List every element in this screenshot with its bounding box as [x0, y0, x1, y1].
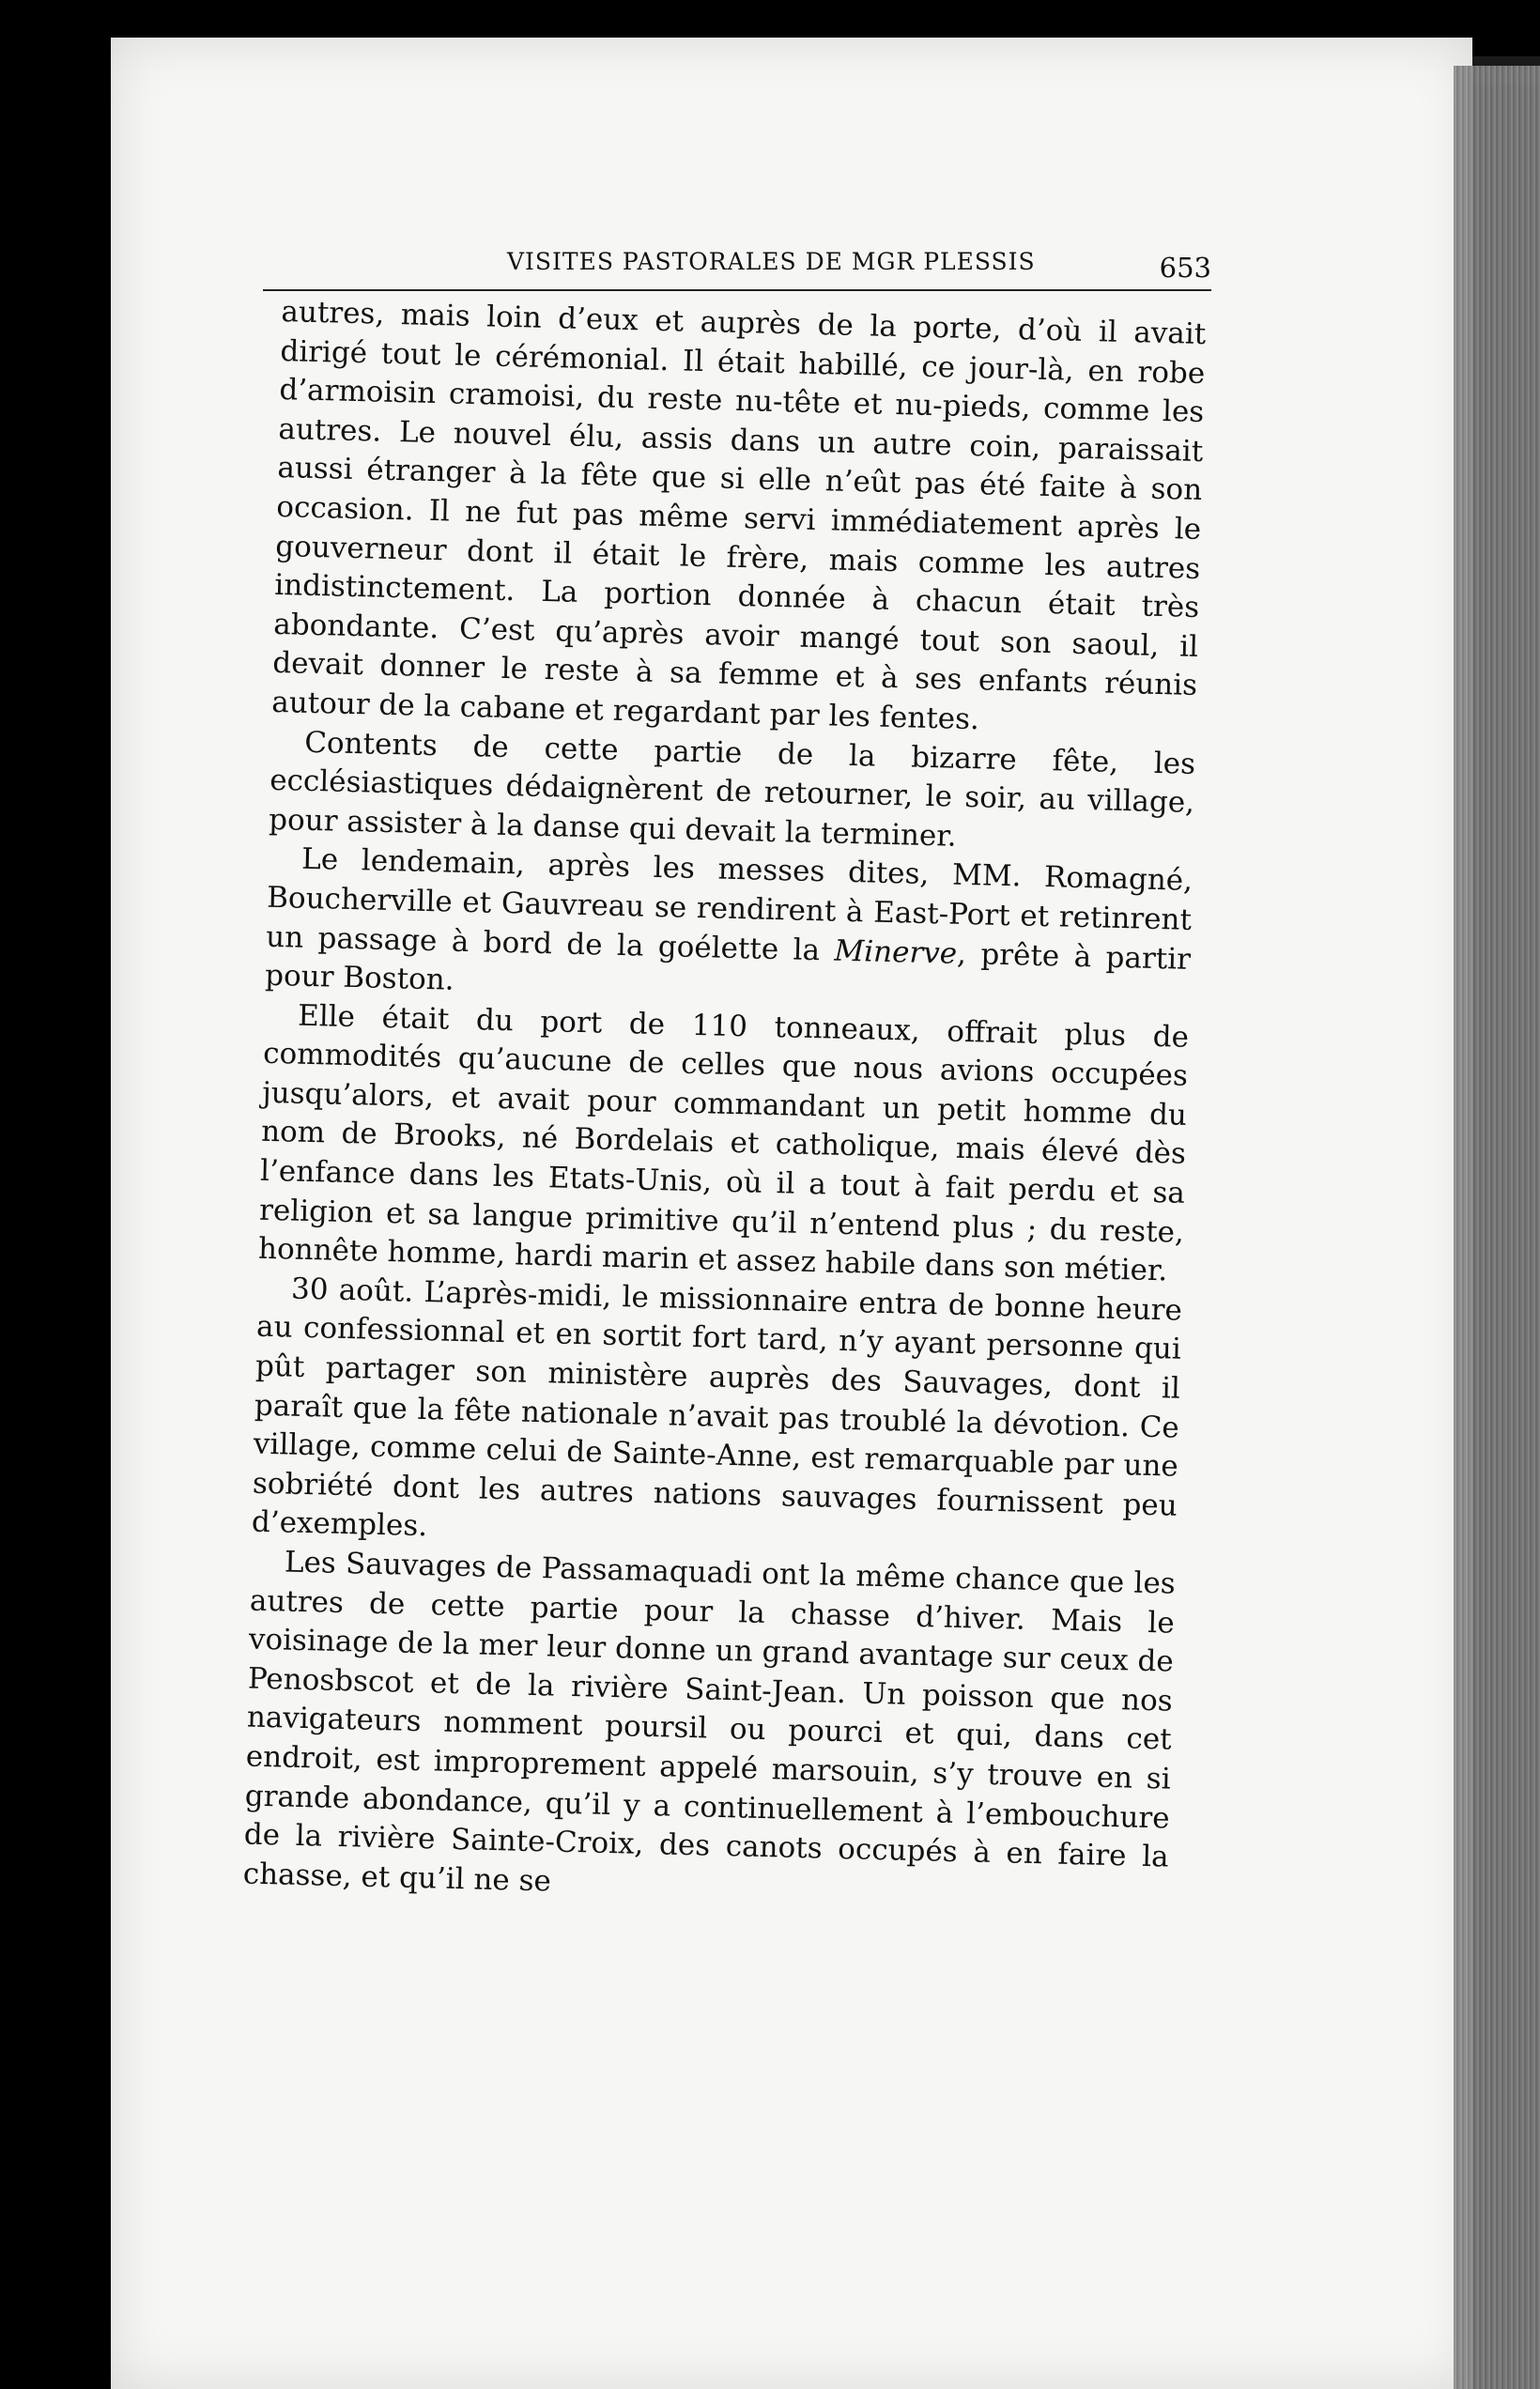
header-rule — [263, 289, 1211, 291]
page-stack-edge — [1454, 66, 1540, 2389]
paragraph: 30 août. L’après-midi, le missionnaire entra de bonne heure au confessionnal et en sortit fort tard, n’y ayant personne qui pût partager son ministère auprès des Sauvages, dont il paraît que la fête nationale n’avait pas troublé la dévotion. Ce village, comme celui de Sainte-Anne, est remarquable par une sobriété dont les autres nations sauvages fournissent peu d’exemples. — [251, 1272, 1183, 1544]
paragraph: Contents de cette partie de la bizarre fête, les ecclésiastiques dédaignèrent de retourner, le soir, au village, pour assister à la danse qui devait la terminer. — [268, 725, 1196, 854]
body-text — [242, 293, 1206, 1917]
paragraph: autres, mais loin d’eux et auprès de la porte, d’où il avait dirigé tout le cérémonial. Il était habillé, ce jour-là, en robe d’armoisin cramoisi, du reste nu-tête et nu-pieds, comme les autres. Le nouvel élu, assis dans un autre coin, paraissait aussi étranger à la fête que si elle n’eût pas été faite à son occasion. Il ne fut pas même servi immédiatement après le gouverneur dont il était le frère, mais comme les autres indistinctement. La portion donnée à chacun était très abondante. C’est qu’après avoir mangé tout son saoul, il devait donner le reste à sa femme et à ses enfants réunis autour de la cabane et regardant par les fentes. — [270, 294, 1207, 737]
page-number: 653 — [1159, 252, 1211, 284]
ship-name: Minerve — [834, 933, 958, 971]
paragraph: Elle était du port de 110 tonneaux, offrait plus de commodités qu’aucune de celles que nous avions occupées jusqu’alors, et avait pour commandant un petit homme du nom de Brooks, né Bordelais et catholique, mais élevé dès l’enfance dans les Etats-Unis, où il a tout à fait perdu et sa religion et sa langue primitive qu’il n’entend plus ; du reste, honnête homme, hardi marin et assez habile dans son métier. — [257, 998, 1190, 1288]
page-header — [263, 242, 1211, 291]
paragraph: Les Sauvages de Passamaquadi ont la même chance que les autres de cette partie pour la chasse d’hiver. Mais le voisinage de la mer leur donne un grand avantage sur ceux de Penosbscot et de la rivière Saint-Jean. Un poisson que nos navigateurs nomment poursil ou pourci et qui, dans cet endroit, est improprement appelé marsouin, s’y trouve en si grande abondance, qu’il y a continuellement à l’embouchure de la rivière Sainte-Croix, des canots occupés à en faire la chasse, et qu’il ne se — [242, 1545, 1177, 1899]
running-head: VISITES PASTORALES DE MGR PLESSIS — [507, 248, 1036, 275]
paragraph: Le lendemain, après les messes dites, MM. Romagné, Boucherville et Gauvreau se rendirent à East-Port et retinrent un passage à bord de la goélette la Minerve, prête à partir pour Boston. — [264, 842, 1194, 997]
